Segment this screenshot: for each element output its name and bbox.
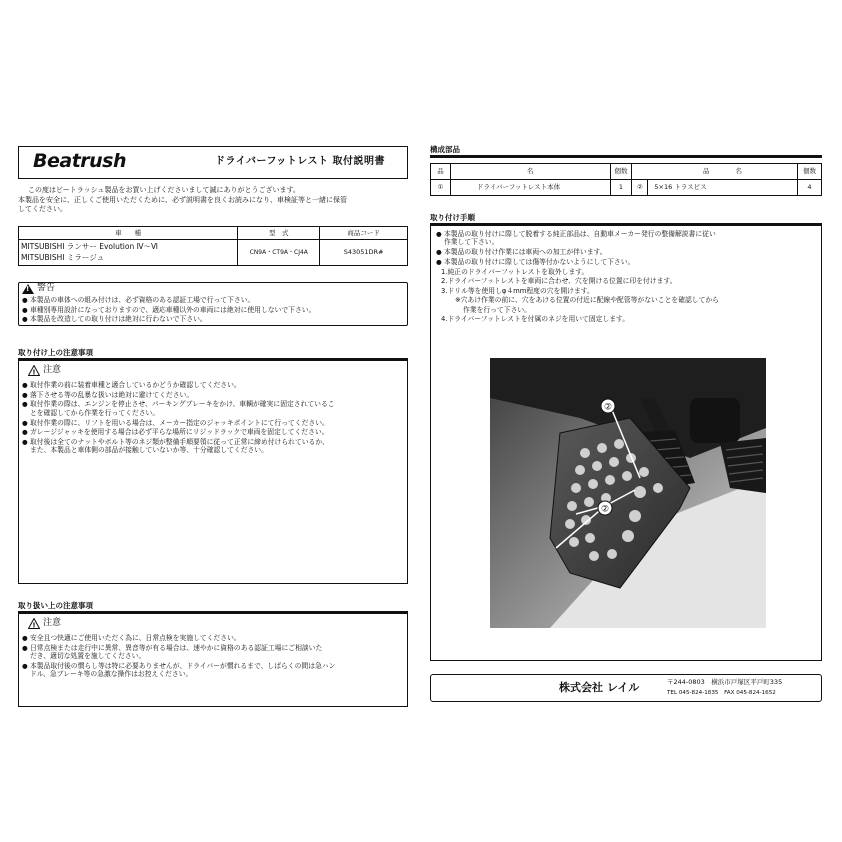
install-caution-title: ! 注意	[28, 365, 61, 376]
step-item: 1.純正のドライバーフットレストを取外します。	[441, 268, 589, 276]
step-item: 作業を行って下さい。	[463, 305, 531, 314]
list-item: ● 本製品の取り付けに際しては傷等付かないようにして下さい。	[436, 258, 818, 266]
vehicle-table	[18, 226, 408, 266]
parts-bar	[430, 155, 822, 158]
installation-photo	[490, 358, 766, 628]
parts-row1-no: ①	[431, 180, 451, 196]
vehicle-model-cell: CN9A・CT9A・CJ4A	[238, 240, 320, 266]
warning-title: ! 警告	[22, 283, 55, 294]
photo-callout-2: ②	[600, 504, 610, 515]
list-item: ● 本製品を改造しての取り付けは絶対に行わないで下さい。	[22, 315, 406, 323]
procedure-notes	[436, 230, 818, 268]
warning-list	[22, 296, 406, 325]
list-item: ● 車種別専用設計になっておりますので、適応車種以外の車両には絶対に使用しないで下さい。	[22, 306, 406, 314]
list-item: ● 取付後は全てのナットやボルト等のネジ類が整備手順要領に従って正常に締め付けられているか、 また、本製品と車体側の部品が接触していないか等、十分確認してください。	[22, 438, 408, 455]
parts-header-qty: 個数	[610, 164, 632, 180]
doc-title: ドライバーフットレスト 取付説明書	[215, 156, 385, 167]
parts-header-no: 品	[431, 164, 451, 180]
step-item: 3.ドリル等を使用しφ４mm程度の穴を開けます。	[441, 286, 594, 295]
step-item: 2.ドライバーフットレストを車両に合わせ、穴を開ける位置に印を付けます。	[441, 277, 677, 286]
list-item: ● 日常点検または走行中に異常、異音等が有る場合は、速やかに資格のある認証工場にご相談いた だき、適切な処置を施してください。	[22, 644, 408, 661]
list-item: ● 本製品の車体への組み付けは、必ず資格のある認証工場で行って下さい。	[22, 296, 406, 304]
step-item: ※穴あけ作業の前に、穴をあける位置の付近に配線や配管等がないことを確認してから	[455, 296, 719, 305]
install-notes-title: 取り付け上の注意事項	[18, 348, 93, 357]
caution-triangle-icon	[28, 365, 40, 376]
parts-row2-name: 5×16 トラスビス	[648, 180, 798, 196]
vehicle-header-model: 型 式	[238, 227, 320, 240]
list-item: ● 落下させる等の乱暴な扱いは絶対に避けてください。	[22, 391, 408, 399]
list-item: ● 取付作業の際に、リフトを用いる場合は、メーカー指定のジャッキポイントにて行ってください。	[22, 419, 408, 427]
parts-row1-name: ドライバーフットレスト本体	[450, 180, 610, 196]
procedure-title: 取り付け手順	[430, 213, 475, 222]
parts-header-qty-2: 個数	[798, 164, 822, 180]
list-item: ● 安全且つ快適にご使用いただく為に、日常点検を実施してください。	[22, 634, 408, 642]
parts-row1-qty: 1	[610, 180, 632, 196]
list-item: ● 取付作業の際は、エンジンを停止させ、パーキングブレーキをかけ、車輌が確実に固定されているこ とを確認してから作業を行ってください。	[22, 400, 408, 417]
installation-photo-drawing	[490, 358, 766, 628]
company-name: 株式会社 レイル	[559, 681, 640, 694]
parts-title: 構成部品	[430, 145, 460, 154]
handling-caution-title: ! 注意	[28, 618, 61, 629]
vehicle-car-cell: MITSUBISHI ランサー Evolution Ⅳ～Ⅵ MITSUBISHI ミラージュ	[19, 240, 238, 266]
company-contact: TEL 045-824-1835 FAX 045-824-1652	[667, 690, 776, 696]
list-item: ● 本製品取付後の慣らし等は特に必要ありませんが、ドライバーが慣れるまで、しばらくの間は急ハン ドル、急ブレーキ等の急激な操作はお控えください。	[22, 662, 408, 679]
install-notes-list	[22, 381, 408, 456]
parts-table	[430, 163, 822, 196]
company-box	[430, 674, 822, 702]
warning-triangle-icon	[22, 284, 34, 294]
company-postal: 〒244-0803 横浜市戸塚区平戸町335	[667, 678, 783, 686]
step-item: 4.ドライバーフットレストを付属のネジを用いて固定します。	[441, 315, 630, 324]
intro-text: この度はビートラッシュ製品をお買い上げくださいまして誠にありがとうございます。	[28, 186, 300, 194]
brand-logo: Beatrush	[33, 150, 127, 172]
handling-notes-title: 取り扱い上の注意事項	[18, 601, 93, 610]
header-box	[18, 146, 408, 179]
caution-triangle-icon	[28, 618, 40, 629]
svg-text:!: !	[32, 621, 36, 630]
vehicle-header-code: 商品コード	[320, 227, 408, 240]
svg-text:!: !	[32, 368, 36, 377]
list-item: ● 取付作業の前に装着車種と適合しているかどうか確認してください。	[22, 381, 408, 389]
parts-row2-no: ②	[632, 180, 648, 196]
vehicle-code-cell: S43051DR#	[320, 240, 408, 266]
list-item: ● 本製品の取り付けに際して脱着する純正部品は、自動車メーカー発行の整備解説書に従い 作業して下さい。	[436, 230, 818, 247]
handling-notes-list	[22, 634, 408, 680]
list-item: ● ガレージジャッキを使用する場合は必ず平らな場所にリジッドラックで車両を固定してください。	[22, 428, 408, 436]
parts-header-name: 名	[450, 164, 610, 180]
intro-text-2: 本製品を安全に、正しくご使用いただくために、必ず説明書を良くお読みになり、車検証等と一緒に保管 してください。	[18, 196, 347, 213]
parts-header-name-2: 品 名	[648, 164, 798, 180]
vehicle-header-car: 車 種	[19, 227, 238, 240]
parts-row2-qty: 4	[798, 180, 822, 196]
list-item: ● 本製品の取り付け作業には車両への加工が伴います。	[436, 248, 818, 256]
photo-callout-1: ②	[603, 402, 613, 413]
procedure-steps	[441, 268, 817, 325]
